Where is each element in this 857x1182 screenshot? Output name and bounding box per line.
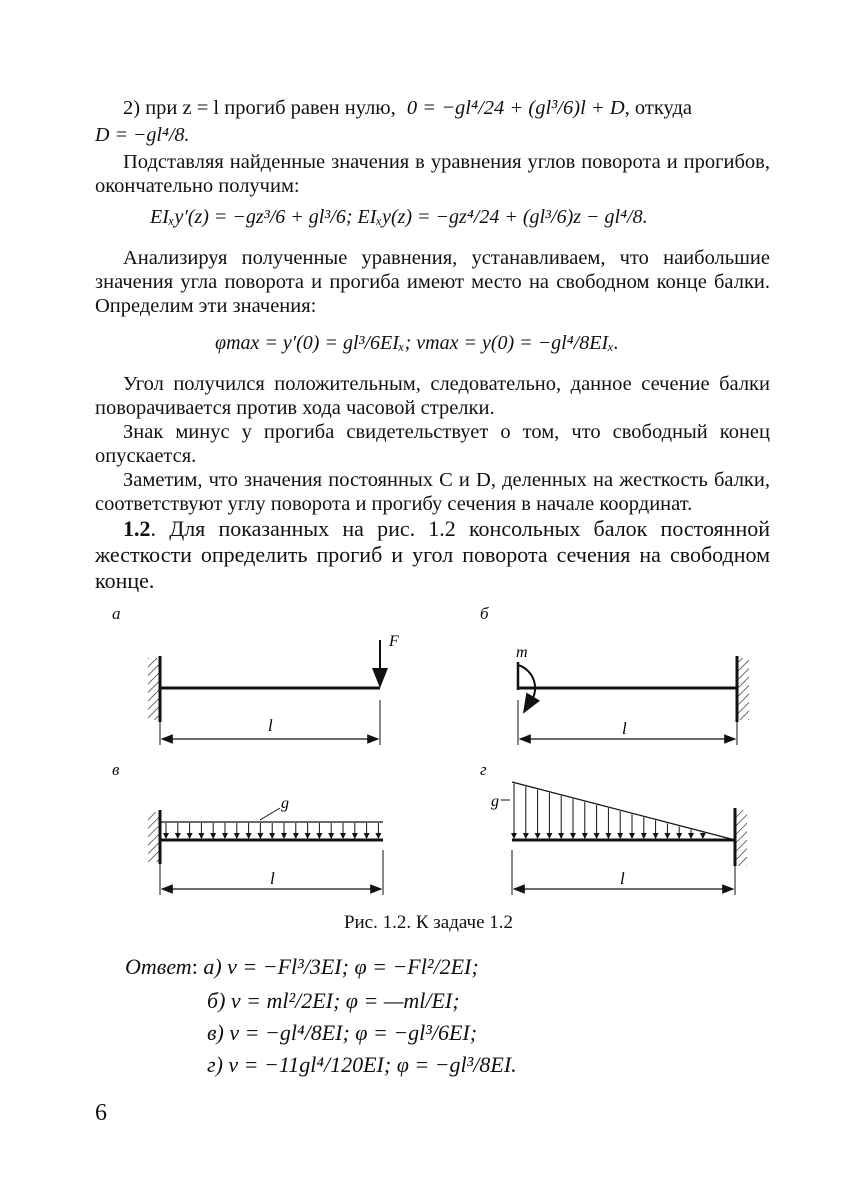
paragraph-1-text: 2) при z = l прогиб равен нулю, (123, 97, 396, 119)
answer-a: а) v = −Fl³/3EI; φ = −Fl²/2EI; (203, 954, 479, 979)
length-label-v: l (270, 869, 275, 888)
paragraph-6: Заметим, что значения постоянных C и D, деленных на жесткость балки, соответствуют углу поворота и прогибу сечения в начале координат. (95, 469, 770, 515)
beam-g (491, 782, 747, 895)
paragraph-1-tail: , откуда (624, 97, 693, 119)
answer-line-a: Ответ: а) v = −Fl³/3EI; φ = −Fl²/2EI; (125, 954, 479, 979)
paragraph-2: Подставляя найденные значения в уравнения углов поворота и прогибов, окончательно получим: (95, 151, 770, 197)
length-label-a: l (268, 716, 273, 735)
figure-label-g: г (480, 760, 487, 779)
uniform-load-arrows (166, 823, 378, 838)
paragraph-4: Угол получился положительным, следовательно, данное сечение балки поворачивается против хода часовой стрелки. (95, 373, 770, 419)
length-label-b: l (622, 719, 627, 738)
paragraph-1-equation: 0 = −gl⁴/24 + (gl³/6)l + D (406, 97, 625, 119)
triangular-load-arrows (514, 784, 703, 838)
paragraph-3: Анализируя полученные уравнения, устанавливаем, что наибольшие значения угла поворота и прогиба имеют место на свободном конце балки. Определим эти значения: (95, 247, 770, 317)
answer-g: г) v = −11gl⁴/120EI; φ = −gl³/8EI. (207, 1052, 517, 1077)
answer-v: в) v = −gl⁴/8EI; φ = −gl³/6EI; (207, 1020, 478, 1045)
problem-text: . Для показанных на рис. 1.2 консольных балок постоянной жесткости определить прогиб и угол поворота сечения на свободном конце. (95, 516, 770, 593)
equation-1: EIₓy′(z) = −gz³/6 + gl³/6; EIₓy(z) = −gz⁴/24 + (gl³/6)z − gl⁴/8. (150, 206, 648, 228)
length-label-g: l (620, 869, 625, 888)
answer-line-g (207, 1052, 517, 1078)
figure-label-v: в (112, 760, 120, 779)
answer-b: б) v = ml²/2EI; φ = —ml/EI; (207, 988, 460, 1013)
beam-a (148, 633, 399, 745)
beam-v (148, 795, 383, 895)
figure-label-a: а (112, 604, 121, 623)
answer-line-v (207, 1020, 477, 1046)
equation-2: φmax = y′(0) = gl³/6EIₓ; vmax = y(0) = −gl⁴/8EIₓ. (215, 332, 619, 354)
answer-prefix: Ответ (125, 954, 192, 979)
page-number: 6 (95, 1100, 107, 1126)
beam-b (516, 644, 749, 745)
paragraph-5: Знак минус у прогиба свидетельствует о том, что свободный конец опускается. (95, 421, 770, 467)
load-g-label-g: g (491, 793, 499, 810)
figure-label-b: б (480, 604, 489, 623)
answer-line-b (207, 988, 460, 1014)
figure-caption: Рис. 1.2. К задаче 1.2 (343, 912, 514, 933)
load-g-label-v: g (281, 795, 289, 812)
moment-m-label: m (516, 644, 528, 661)
load-F-label: F (389, 633, 399, 650)
problem-number: 1.2 (123, 516, 151, 541)
paragraph-1-result: D = −gl⁴/8. (95, 124, 190, 146)
